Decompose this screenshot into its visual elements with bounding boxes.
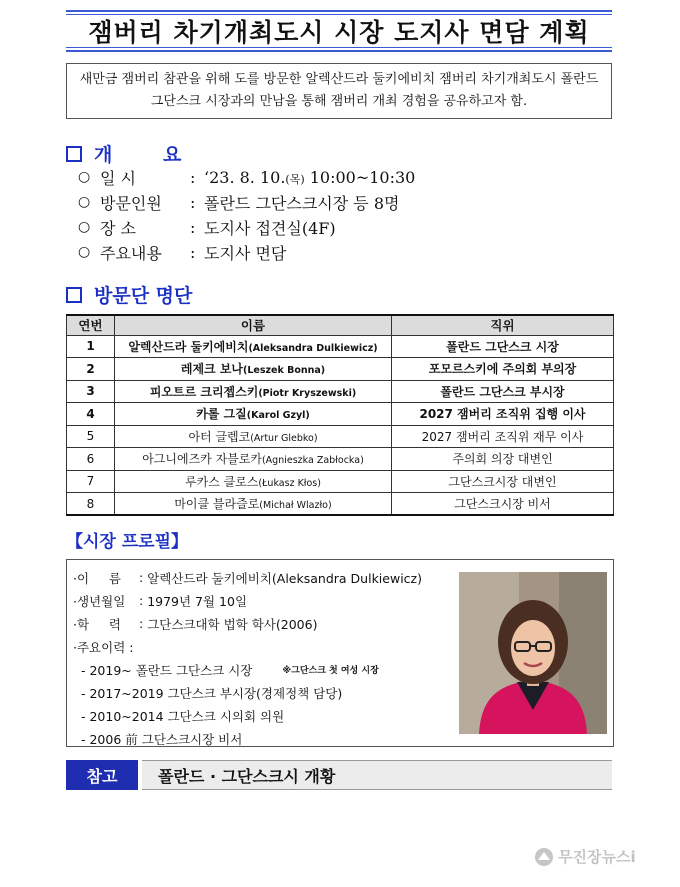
name-english: (Leszek Bonna): [243, 365, 326, 377]
profile-career-label: ·주요이력 :: [73, 639, 134, 655]
overview-item: ○ 방문인원 : 폴란드 그단스크시장 등 8명: [78, 192, 400, 213]
overview-item-value: 도지사 접견실(4F): [204, 218, 336, 238]
cell-position: 2027 잼버리 조직위 집행 이사: [392, 403, 614, 426]
table-row: [67, 335, 614, 358]
name-korean: 알렉산드라 둘키에비치: [128, 339, 249, 354]
overview-item-label: 방문인원: [100, 193, 162, 213]
checkbox-square-icon: [66, 287, 82, 303]
name-korean: 피오트르 크리젭스키: [149, 384, 259, 399]
cell-name: [115, 425, 392, 448]
cell-no: 8: [67, 493, 115, 516]
circle-bullet-icon: ○: [78, 169, 91, 185]
column-header-position: 직위: [392, 315, 614, 335]
cell-no: 5: [67, 425, 115, 448]
roster-heading: [66, 281, 192, 308]
cell-name: [115, 403, 392, 426]
table-row: [67, 425, 614, 448]
career-item: - 2006 前 그단스크시장 비서: [81, 731, 243, 747]
table-row: [67, 493, 614, 516]
overview-item-value: 도지사 면담: [204, 243, 287, 263]
name-korean: 아터 글렙코: [188, 429, 251, 444]
document-title: 잼버리 차기개최도시 시장 도지사 면담 계획: [66, 10, 612, 52]
overview-item: ○ 주요내용 : 도지사 면담: [78, 242, 287, 263]
mayor-profile-box: [66, 559, 614, 747]
roster-header-row: [67, 315, 614, 335]
summary-box: 새만금 잼버리 참관을 위해 도를 방문한 알렉산드라 둘키에비치 잼버리 차기개최도시 폴란드 그단스크 시장과의 만남을 통해 잼버리 개최 경험을 공유하고자 함.: [66, 63, 612, 119]
name-korean: 루카스 클로스: [185, 474, 259, 489]
cell-no: 1: [67, 335, 115, 358]
overview-item-value: ‘23. 8. 10.(목) 10:00~10:30: [204, 167, 416, 187]
name-english: (Piotr Kryszewski): [258, 387, 357, 399]
watermark-text: 무진장뉴스i: [558, 848, 636, 866]
circle-bullet-icon: ○: [78, 219, 91, 235]
cell-no: 3: [67, 380, 115, 403]
name-korean: 레제크 보나: [180, 362, 243, 377]
name-english: (Karol Gzyl): [246, 410, 310, 422]
mayor-profile-text: [73, 566, 457, 750]
reference-tag: 참고: [66, 760, 138, 790]
cell-position: 2027 잼버리 조직위 재무 이사: [392, 425, 614, 448]
cell-no: 4: [67, 403, 115, 426]
cell-name: [115, 358, 392, 381]
table-row: [67, 358, 614, 381]
cell-position: 그단스크시장 대변인: [392, 470, 614, 493]
mayor-portrait-illustration: [459, 572, 607, 734]
career-item: - 2010~2014 그단스크 시의회 의원: [81, 708, 285, 724]
roster-heading-label: 방문단 명단: [94, 285, 193, 307]
profile-birth-line: ·생년월일 : 1979년 7월 10일: [73, 593, 248, 609]
cell-no: 2: [67, 358, 115, 381]
mayor-profile-heading: 【시장 프로필】: [66, 532, 189, 552]
column-header-name: 이름: [115, 315, 392, 335]
career-note: ※그단스크 첫 여성 시장: [282, 666, 379, 676]
checkbox-square-icon: [66, 146, 82, 162]
overview-heading: [66, 140, 203, 167]
cell-position: 그단스크시장 비서: [392, 493, 614, 516]
name-korean: 마이클 블라즐로: [174, 497, 260, 511]
cell-position: 포모르스키에 주의회 부의장: [392, 358, 614, 381]
overview-item-label: 주요내용: [100, 243, 162, 263]
name-english: (Aleksandra Dulkiewicz): [248, 342, 378, 354]
profile-name-value: 알렉산드라 둘키에비치(Aleksandra Dulkiewicz): [147, 570, 422, 586]
name-korean: 카롤 그질: [196, 407, 247, 422]
cell-position: 폴란드 그단스크 시장: [392, 335, 614, 358]
cell-position: 주의회 의장 대변인: [392, 448, 614, 471]
table-row: [67, 403, 614, 426]
name-korean: 아그니에즈카 자블로카: [142, 452, 262, 467]
circle-bullet-icon: ○: [78, 194, 91, 210]
circle-bullet-icon: ○: [78, 244, 91, 260]
name-english: (Artur Glebko): [250, 432, 318, 444]
name-english: (Agnieszka Zabłocka): [261, 455, 364, 467]
overview-item-label: 일 시: [100, 168, 136, 188]
career-item: - 2019~ 폴란드 그단스크 시장 ※그단스크 첫 여성 시장: [81, 662, 379, 678]
news-watermark: [534, 846, 636, 867]
overview-heading-label: 개 요: [94, 144, 204, 166]
cell-name: [115, 493, 392, 516]
profile-name-line: ·이 름 : 알렉산드라 둘키에비치(Aleksandra Dulkiewicz): [73, 570, 422, 586]
table-row: [67, 380, 614, 403]
overview-item: ○ 장 소 : 도지사 접견실(4F): [78, 217, 336, 238]
mayor-portrait-photo: [459, 572, 607, 734]
overview-item: ○ 일 시 : ‘23. 8. 10.(목) 10:00~10:30: [78, 167, 416, 188]
overview-item-value: 폴란드 그단스크시장 등 8명: [204, 193, 400, 213]
name-english: (Michał Wlazło): [259, 500, 332, 511]
profile-education-line: ·학 력 : 그단스크대학 법학 학사(2006): [73, 616, 318, 632]
cell-name: [115, 380, 392, 403]
cell-name: [115, 448, 392, 471]
cell-no: 7: [67, 470, 115, 493]
table-row: [67, 448, 614, 471]
cell-no: 6: [67, 448, 115, 471]
profile-education-value: 그단스크대학 법학 학사(2006): [147, 616, 318, 632]
cell-name: [115, 470, 392, 493]
reference-title: 폴란드 · 그단스크시 개황: [142, 760, 612, 790]
profile-birth-value: 1979년 7월 10일: [147, 593, 248, 609]
cell-position: 폴란드 그단스크 부시장: [392, 380, 614, 403]
overview-item-label: 장 소: [100, 218, 136, 238]
watermark-logo-icon: [534, 847, 554, 867]
table-row: [67, 470, 614, 493]
roster-table: [66, 314, 614, 516]
name-english: (Łukasz Kłos): [258, 477, 321, 489]
career-item: - 2017~2019 그단스크 부시장(경제정책 담당): [81, 685, 343, 701]
column-header-no: 연번: [67, 315, 115, 335]
cell-name: [115, 335, 392, 358]
